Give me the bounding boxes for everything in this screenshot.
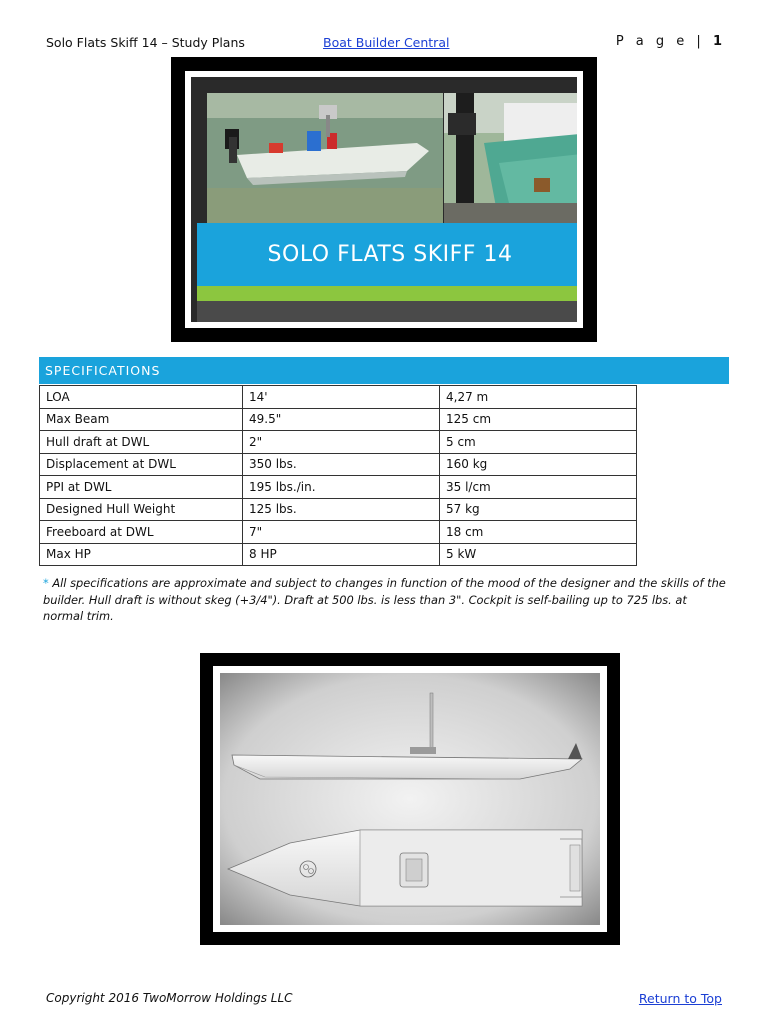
spec-metric-cell: 125 cm bbox=[440, 408, 637, 431]
spec-imperial-cell: 195 lbs./in. bbox=[243, 476, 440, 499]
note-asterisk: * bbox=[43, 576, 49, 590]
spec-metric-cell: 18 cm bbox=[440, 521, 637, 544]
table-row bbox=[40, 386, 637, 409]
table-row bbox=[40, 521, 637, 544]
spec-name-cell: Max Beam bbox=[40, 408, 243, 431]
skiff-water-photo bbox=[207, 93, 443, 223]
spec-name-cell: PPI at DWL bbox=[40, 476, 243, 499]
cover-image bbox=[191, 77, 577, 322]
table-row bbox=[40, 498, 637, 521]
table-row bbox=[40, 476, 637, 499]
spec-name-cell: Freeboard at DWL bbox=[40, 521, 243, 544]
cover-title: SOLO FLATS SKIFF 14 bbox=[267, 242, 513, 267]
table-row bbox=[40, 453, 637, 476]
specifications-table bbox=[39, 385, 637, 566]
spec-imperial-cell: 7" bbox=[243, 521, 440, 544]
spec-metric-cell: 160 kg bbox=[440, 453, 637, 476]
page-number: 1 bbox=[712, 34, 722, 49]
document-title: Solo Flats Skiff 14 – Study Plans bbox=[46, 35, 245, 50]
spec-imperial-cell: 2" bbox=[243, 431, 440, 454]
page-header bbox=[46, 30, 722, 52]
specifications-heading: SPECIFICATIONS bbox=[45, 363, 161, 378]
spec-imperial-cell: 49.5" bbox=[243, 408, 440, 431]
spec-metric-cell: 35 l/cm bbox=[440, 476, 637, 499]
boat-builder-central-link[interactable]: Boat Builder Central bbox=[323, 35, 450, 50]
skiff-hull-photo bbox=[444, 93, 577, 223]
cover-footer-band bbox=[197, 301, 577, 322]
return-to-top-link[interactable]: Return to Top bbox=[638, 991, 722, 1006]
note-text: All specifications are approximate and subject to changes in function of the mood of the designer and the skills of the builder. Hull draft is without skeg (+3/4"). Draft at 500 lbs. is less than 3". Cockpit is self-bailing up to 725 lbs. at normal trim. bbox=[43, 576, 726, 623]
spec-imperial-cell: 14' bbox=[243, 386, 440, 409]
spec-name-cell: Hull draft at DWL bbox=[40, 431, 243, 454]
table-row bbox=[40, 431, 637, 454]
spec-name-cell: Max HP bbox=[40, 543, 243, 566]
spec-metric-cell: 57 kg bbox=[440, 498, 637, 521]
plan-drawing-frame bbox=[200, 653, 620, 945]
spec-metric-cell: 5 kW bbox=[440, 543, 637, 566]
spec-metric-cell: 5 cm bbox=[440, 431, 637, 454]
table-row bbox=[40, 408, 637, 431]
spec-name-cell: Designed Hull Weight bbox=[40, 498, 243, 521]
specifications-note bbox=[43, 575, 727, 625]
copyright-text: Copyright 2016 TwoMorrow Holdings LLC bbox=[46, 991, 293, 1005]
table-row bbox=[40, 543, 637, 566]
spec-metric-cell: 4,27 m bbox=[440, 386, 637, 409]
hull-plan-drawing bbox=[220, 673, 600, 925]
cover-accent-band bbox=[197, 286, 577, 301]
cover-title-band bbox=[197, 223, 577, 286]
specifications-heading-band bbox=[39, 357, 729, 384]
spec-imperial-cell: 125 lbs. bbox=[243, 498, 440, 521]
cover-image-frame bbox=[171, 57, 597, 342]
spec-name-cell: Displacement at DWL bbox=[40, 453, 243, 476]
spec-name-cell: LOA bbox=[40, 386, 243, 409]
spec-imperial-cell: 8 HP bbox=[243, 543, 440, 566]
spec-imperial-cell: 350 lbs. bbox=[243, 453, 440, 476]
page-number-label: P a g e | 1 bbox=[615, 34, 722, 49]
